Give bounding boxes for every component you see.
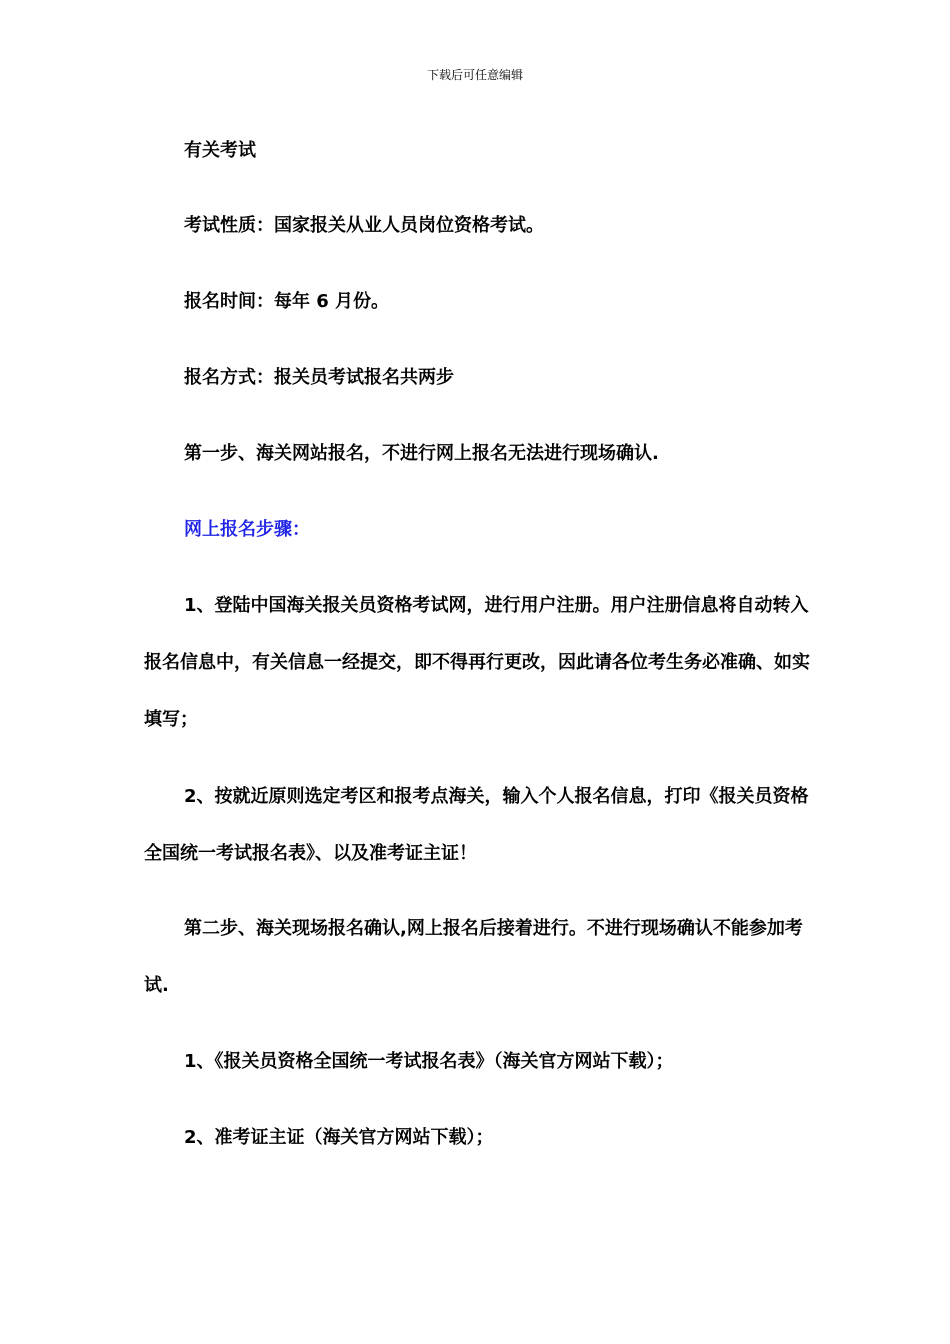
step-two-paragraph: 第二步、海关现场报名确认,网上报名后接着进行。不进行现场确认不能参加考试.: [144, 918, 803, 996]
exam-nature-paragraph: 考试性质：国家报关从业人员岗位资格考试。: [184, 215, 544, 236]
registration-time-paragraph: 报名时间：每年 6 月份。: [184, 291, 390, 312]
online-step-2-paragraph: 2、按就近原则选定考区和报考点海关，输入个人报名信息，打印《报关员资格全国统一考试报名表》、以及准考证主证！: [144, 786, 809, 864]
online-step-1-paragraph: 1、登陆中国海关报关员资格考试网，进行用户注册。用户注册信息将自动转入报名信息中，有关信息一经提交，即不得再行更改，因此请各位考生务必准确、如实填写；: [144, 595, 810, 730]
online-steps-heading: 网上报名步骤：: [184, 519, 310, 540]
document-title: 有关考试: [184, 140, 256, 161]
onsite-item-1-paragraph: 1、《报关员资格全国统一考试报名表》（海关官方网站下载）；: [184, 1051, 674, 1072]
onsite-item-2-paragraph: 2、准考证主证（海关官方网站下载）；: [184, 1127, 494, 1148]
page-header: 下载后可任意编辑: [426, 68, 523, 82]
step-one-paragraph: 第一步、海关网站报名，不进行网上报名无法进行现场确认.: [184, 443, 659, 464]
registration-method-paragraph: 报名方式：报关员考试报名共两步: [184, 367, 454, 388]
